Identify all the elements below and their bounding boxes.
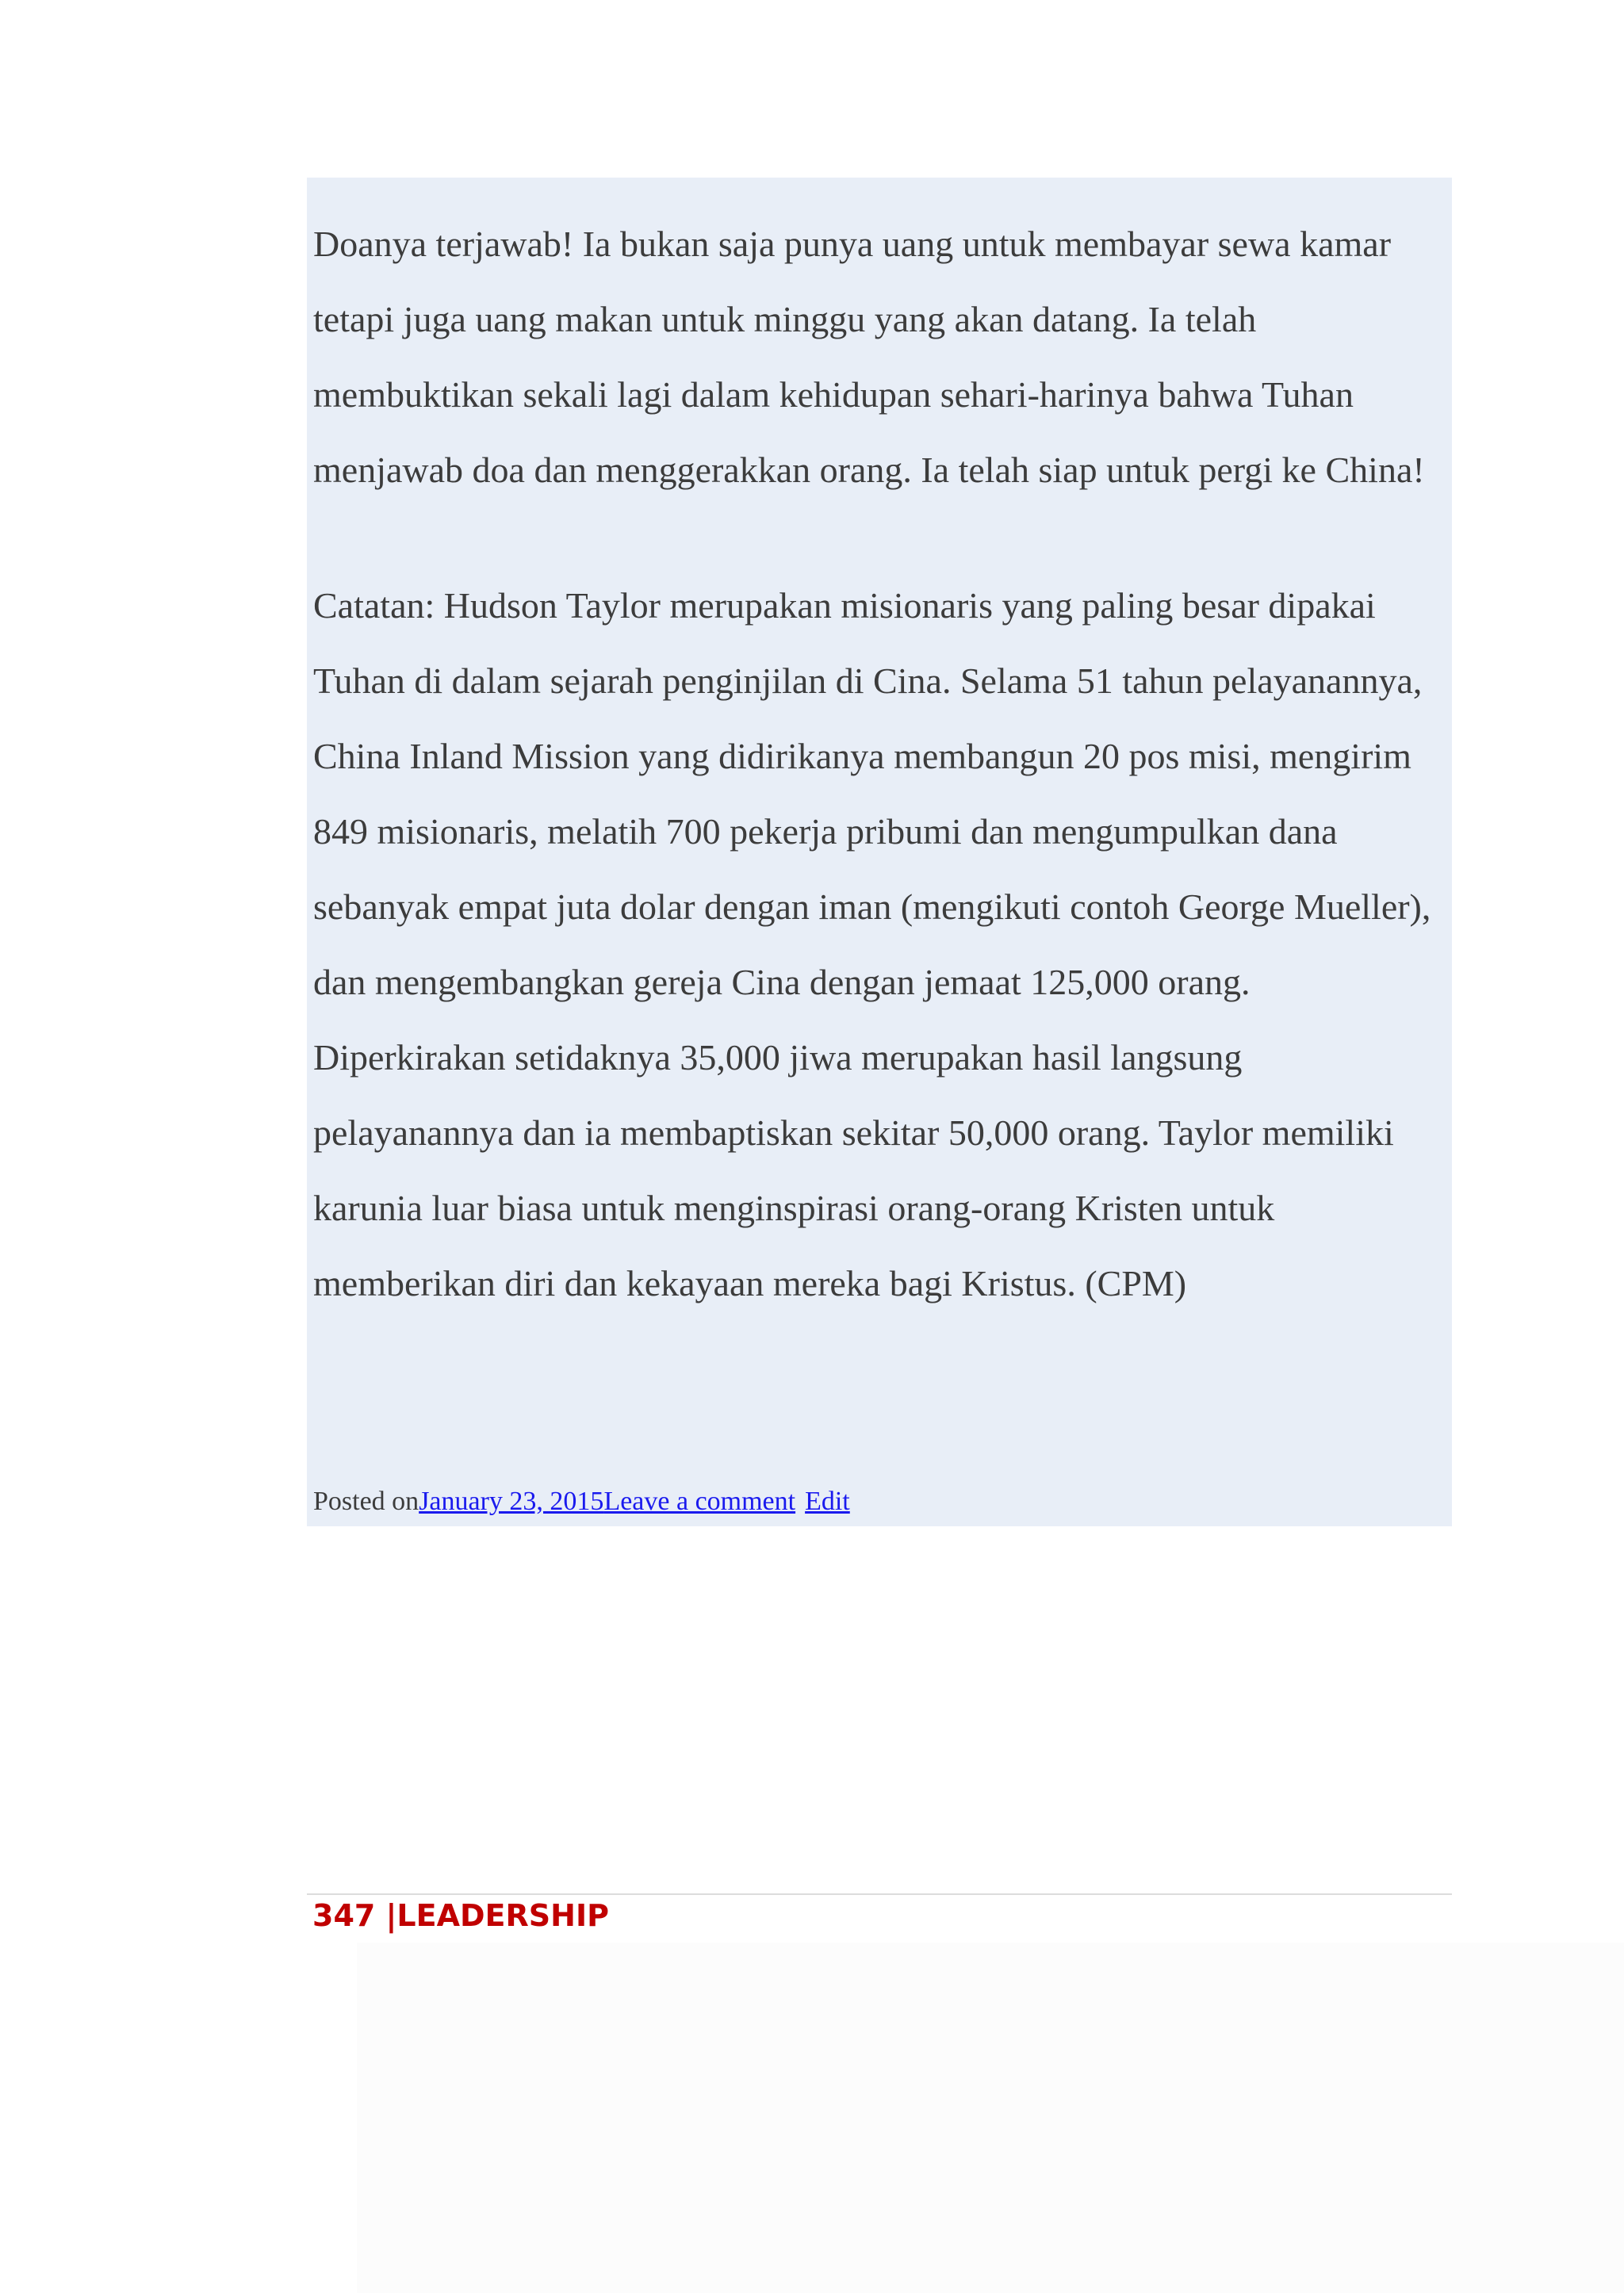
- post-content: [307, 178, 1452, 1526]
- post-date-link[interactable]: January 23, 2015: [419, 1487, 604, 1516]
- leave-comment-link[interactable]: Leave a comment: [603, 1487, 796, 1516]
- footer-divider: [307, 1893, 1452, 1895]
- edit-link[interactable]: Edit: [805, 1487, 850, 1516]
- paragraph-prayer-answered: Doanya terjawab! Ia bukan saja punya uang untuk membayar sewa kamar tetapi juga uang makan untuk minggu yang akan datang. Ia telah membuktikan sekali lagi dalam kehidupan sehari-harinya bahwa Tuhan menjawab doa dan menggerakkan orang. Ia telah siap untuk pergi ke China!: [313, 224, 1425, 490]
- post-meta: [313, 1487, 850, 1517]
- paragraph-note: Catatan: Hudson Taylor merupakan misionaris yang paling besar dipakai Tuhan di dalam sejarah penginjilan di Cina. Selama 51 tahun pelayanannya, China Inland Mission yang didirikanya membangun 20 pos misi, mengirim 849 misionaris, melatih 700 pekerja pribumi dan mengumpulkan dana sebanyak empat juta dolar dengan iman (mengikuti contoh George Mueller), dan mengembangkan gereja Cina dengan jemaat 125,000 orang. Diperkirakan setidaknya 35,000 jiwa merupakan hasil langsung pelayanannya dan ia membaptiskan sekitar 50,000 orang. Taylor memiliki karunia luar biasa untuk menginspirasi orang-orang Kristen untuk memberikan diri dan kekayaan mereka bagi Kristus. (CPM): [313, 585, 1431, 1303]
- page-footer-label: 347 |LEADERSHIP: [312, 1898, 609, 1933]
- page-background: [357, 1943, 1624, 2293]
- posted-on-label: Posted on: [313, 1487, 419, 1516]
